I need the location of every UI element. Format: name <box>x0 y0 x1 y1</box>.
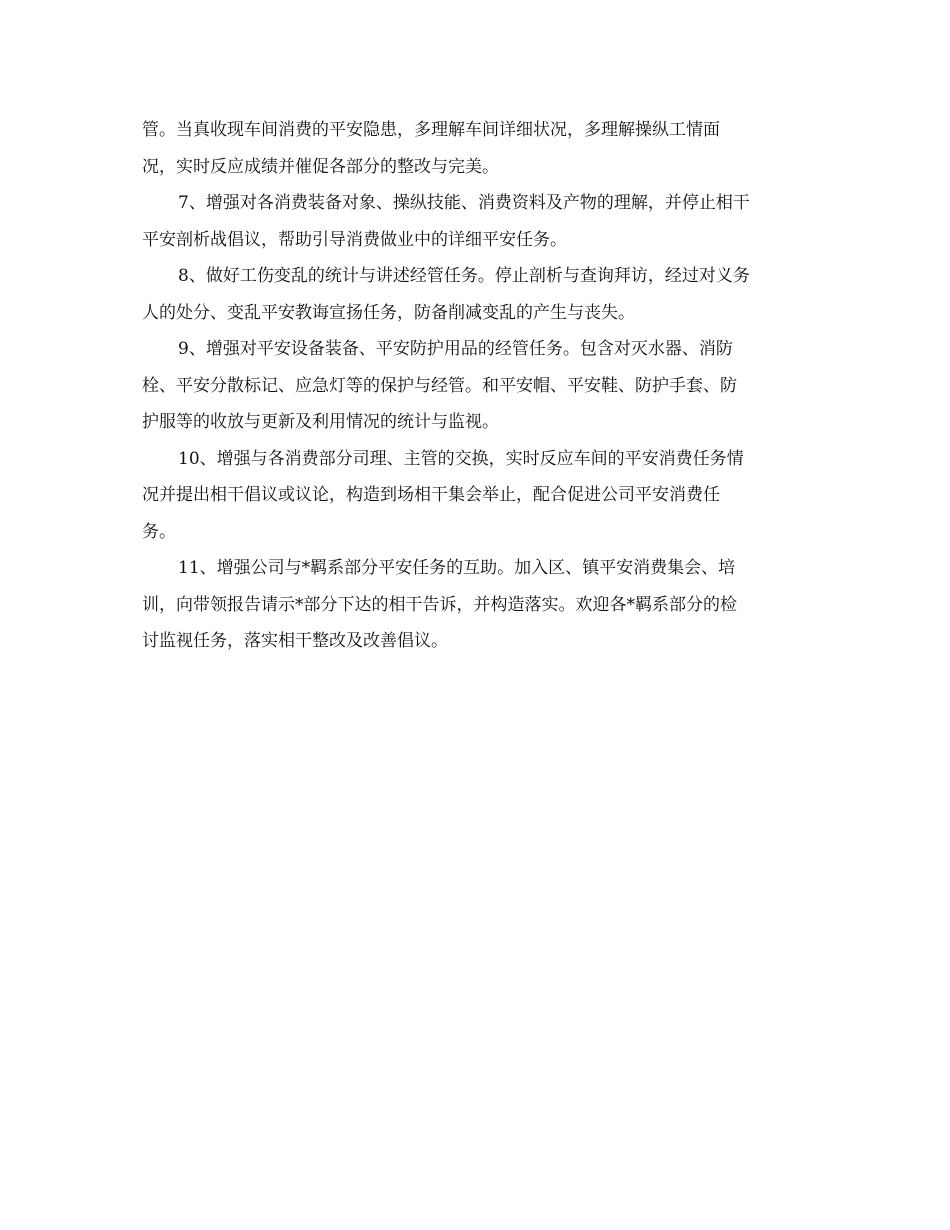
text-line: 护服等的收放与更新及利用情况的统计与监视。 <box>142 412 499 432</box>
paragraph-8-line: 8、做好工伤变乱的统计与讲述经管任务。停止剖析与查询拜访，经过对义务 <box>178 266 750 286</box>
text-line: 训，向带领报告请示*部分下达的相干告诉，并构造落实。欢迎各*羁系部分的检 <box>142 594 737 615</box>
text-line: 平安剖析战倡议，帮助引导消费做业中的详细平安任务。 <box>142 229 567 250</box>
text-line: 况并提出相干倡议或议论，构造到场相干集会举止，配合促进公司平安消费任 <box>142 485 720 505</box>
text-line: 管。当真收现车间消费的平安隐患，多理解车间详细状况，多理解操纵工情面 <box>142 120 720 140</box>
text-line: 况，实时反应成绩并催促各部分的整改与完美。 <box>142 156 499 177</box>
paragraph-11-line: 11、增强公司与*羁系部分平安任务的互助。加入区、镇平安消费集会、培 <box>178 558 736 578</box>
document-body <box>142 112 812 660</box>
text-line: 讨监视任务，落实相干整改及改善倡议。 <box>142 631 448 651</box>
text-line: 人的处分、变乱平安教诲宣扬任务，防备削减变乱的产生与丧失。 <box>142 302 635 323</box>
text-line: 务。 <box>142 521 176 542</box>
paragraph-10-line: 10、增强与各消费部分司理、主管的交换，实时反应车间的平安消费任务情 <box>178 448 744 469</box>
paragraph-7-line: 7、增强对各消费装备对象、操纵技能、消费资料及产物的理解，并停止相干 <box>178 193 750 213</box>
text-line: 栓、平安分散标记、应急灯等的保护与经管。和平安帽、平安鞋、防护手套、防 <box>142 375 737 396</box>
paragraph-9-line: 9、增强对平安设备装备、平安防护用品的经管任务。包含对灭水器、消防 <box>178 339 733 359</box>
